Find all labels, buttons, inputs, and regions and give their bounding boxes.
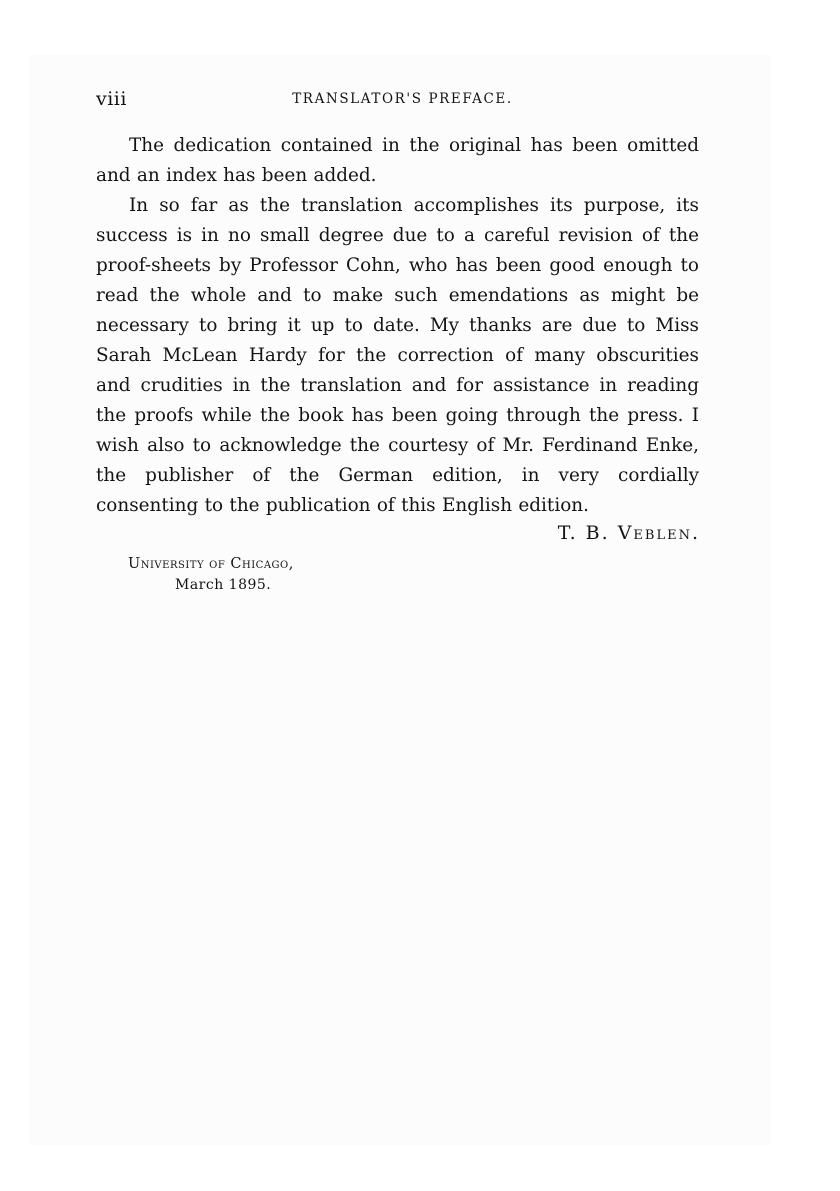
paragraph-dedication: The dedication contained in the original has been omitted and an index has been added. [96,135,699,186]
page-header [96,88,699,116]
running-title: TRANSLATOR'S PREFACE. [292,91,513,107]
preface-body [96,131,699,521]
page-number: viii [96,88,127,110]
place-and-date [128,554,294,596]
paragraph-acknowledgements: In so far as the translation accomplishes its purpose, its success is in no small degree due to a careful revision of the proof-sheets by Professor Cohn, who has been good enough to read the whole and to make such emendations as might be necessary to bring it up to date. My thanks are due to Miss Sarah McLean Hardy for the correction of many obscurities and crudities in the translation and for assistance in reading the proofs while the book has been going through the press. I wish also to acknowledge the courtesy of Mr. Ferdinand Enke, the publisher of the German edition, in very cordially consenting to the publication of this English edition. [96,195,699,516]
translator-signature: T. B. Veblen. [557,522,700,544]
institution: University of Chicago, [128,556,294,572]
date: March 1895. [175,577,272,593]
